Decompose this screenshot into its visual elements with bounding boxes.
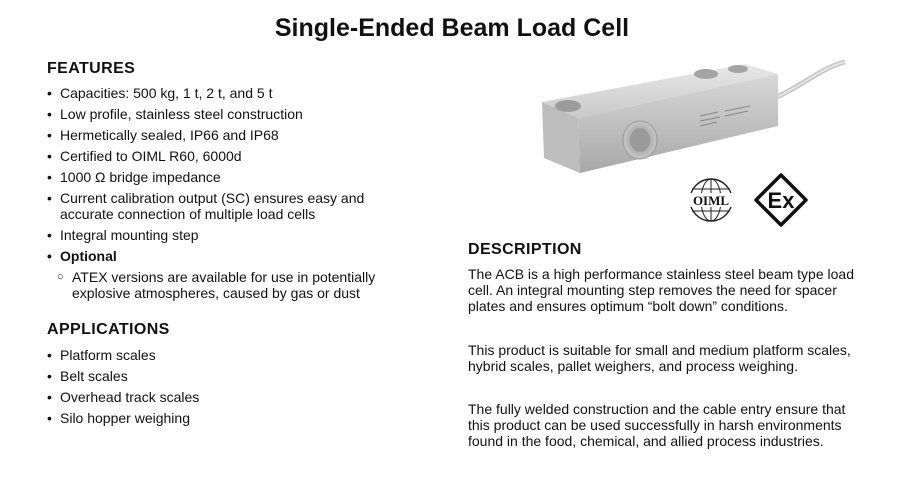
load-cell-photo [520,58,850,178]
oiml-logo-icon [681,174,741,226]
atex-ex-logo-icon [752,172,810,228]
list-item: • Certified to OIML R60, 6000d [47,148,407,164]
description-heading: DESCRIPTION [468,241,582,258]
list-item: • Current calibration output (SC) ensures easy and accurate connection of multiple load cells [47,190,407,222]
list-item-optional: • Optional [47,248,407,264]
features-list [47,85,407,269]
list-item: • Silo hopper weighing [47,410,407,426]
list-item: • 1000 Ω bridge impedance [47,169,407,185]
list-item: • Low profile, stainless steel construction [47,106,407,122]
svg-text:Ex: Ex [767,188,795,213]
list-item: • Integral mounting step [47,227,407,243]
list-item: • Capacities: 500 kg, 1 t, 2 t, and 5 t [47,85,407,101]
description-paragraph: The fully welded construction and the cable entry ensure that this product can be used successfully in harsh environments found in the food, chemical, and allied process industries. [468,401,846,449]
hollow-bullet-icon: ○ [57,271,64,283]
optional-sub-item: ○ ATEX versions are available for use in potentially explosive atmospheres, caused by gas or dust [57,269,376,301]
list-item: • Belt scales [47,368,407,384]
description-paragraph: This product is suitable for small and medium platform scales, hybrid scales, pallet weighers, and process weighing. [468,342,851,374]
description-paragraph: The ACB is a high performance stainless steel beam type load cell. An integral mounting step removes the need for spacer plates and ensures optimum “bolt down” conditions. [468,266,854,314]
svg-text:OIML: OIML [692,193,730,208]
list-item: • Overhead track scales [47,389,407,405]
applications-list [47,347,407,431]
list-item: • Hermetically sealed, IP66 and IP68 [47,127,407,143]
page-title: Single-Ended Beam Load Cell [274,14,630,42]
list-item: • Platform scales [47,347,407,363]
applications-heading: APPLICATIONS [47,321,170,338]
features-heading: FEATURES [47,60,136,77]
